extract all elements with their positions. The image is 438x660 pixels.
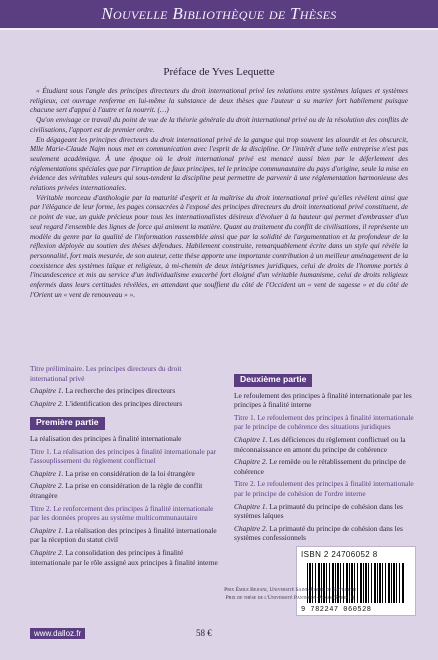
toc-chapter: [234, 524, 414, 543]
chapter-label: Chapitre 1.: [234, 501, 268, 511]
isbn-label: ISBN 2 24706052 8: [301, 550, 378, 559]
deuxieme-partie-intro: Le refoulement des principes à finalité internationale par les principes à finalité interne: [234, 390, 412, 410]
toc-right-column: [234, 374, 414, 546]
barcode-number: 9 782247 060528: [301, 606, 372, 614]
chapter-label: Chapitre 2.: [234, 523, 268, 533]
prize-line: Prix de thèse de l'Université Panthéon-Assas (Paris II): [225, 595, 355, 601]
preface-paragraph: Véritable morceau d'anthologie par la maturité d'esprit et la maîtrise du droit international privé qu'elles révèlent ainsi que par l'élégance de leur forme, les pages consacrées à l'exposé des principes directeurs du droit international privé constituent, de ce point de vue, un guide précieux pour tous les internationalistes désireux d'évoluer à la hauteur qui permet d'embrasser d'un seul regard l'ensemble des lignes de force qui animent la matière. Quant au traitement du conflit de civilisations, il représente un modèle du genre par la qualité de l'information rassemblée ainsi que par la solidité de l'argumentation et la profondeur de la réflexion déployée au soutien des thèses défendues. Habilement construite, remarquablement écrite dans un style qui révèle la personnalité, fort mais mesurée, de son auteur, cette thèse apporte une importante contribution à un meilleur aménagement de la coexistence des systèmes laïque et religieux, à mi-chemin de deux intégrismes juridiques, celui de droits de l'homme portés à l'incandescence et mis au service d'un individualisme exacerbé fort éloigné d'un véritable humanisme, celui de droits religieux enfermés dans leurs certitudes révélées, en attendant que souffient du côté de l'Occident un « vent de sagesse » et du côté de l'Orient un « vent de renouveau » ».: [30, 192, 408, 299]
chapter-text: Les déficiences du règlement conflictuel ou la méconnaissance en amont du principe de cohérence: [234, 434, 406, 454]
chapter-label: Chapitre 1.: [30, 386, 64, 396]
prize-line: Prix Émile Bejjani, Université Saint-Joseph de Beyrouth: [224, 587, 356, 593]
chapter-text: Le remède ou le rétablissement du principe de cohérence: [234, 457, 406, 476]
isbn-barcode-box: [296, 546, 416, 616]
chapter-label: Chapitre 2.: [30, 547, 64, 557]
publisher-website[interactable]: www.dalloz.fr: [30, 628, 85, 639]
deuxieme-partie-label: Deuxième partie: [234, 374, 312, 387]
chapter-text: La primauté du principe de cohésion dans les systèmes laïques: [234, 501, 403, 521]
preface-text: [30, 86, 408, 299]
toc-chapter: [30, 386, 220, 396]
toc-chapter: [234, 502, 414, 521]
titre-heading: Titre 1. La réalisation des principes à finalité internationale par l'assouplissement du règlement conflictuel: [30, 446, 217, 466]
titre-heading: Titre 1. Le refoulement des principes à finalité internationale par le principe de cohérence des situations juridiques: [234, 412, 414, 432]
preface-title: Préface de Yves Lequette: [163, 66, 275, 78]
toc-chapter: [234, 457, 414, 476]
toc-chapter: [30, 526, 220, 545]
premiere-partie-label: Première partie: [30, 417, 105, 430]
toc-chapter: [30, 469, 220, 479]
preface-paragraph: En dégageant les principes directeurs du droit international privé de la gangue qui trop souvent les alourdit et les obscurcit, Mlle Marie-Claude Najm nous met en communication avec l'esprit de la discipline. Or l'intérêt d'une telle entreprise n'est pas seulement académique. À une époque où le droit international privé est menacé aussi bien par le déferlement des réglementations spéciales que par l'irruption de faux principes, tel le principe communautaire du pays d'origine, seule la mise en évidence des véritables valeurs qui sous-tendent la discipline peut permettre de parvenir à une réglementation harmonieuse des relations privées internationales.: [30, 134, 408, 193]
chapter-label: Chapitre 1.: [234, 434, 268, 444]
preface-paragraph: Qu'on envisage ce travail du point de vue de la théorie générale du droit international privé ou de la résolution des conflits de civilisations, l'apport est de premier ordre.: [30, 115, 408, 134]
series-banner: [0, 0, 438, 30]
chapter-label: Chapitre 2.: [30, 481, 64, 491]
preface-paragraph: « Étudiant sous l'angle des principes directeurs du droit international privé les relations entre systèmes laïques et systèmes religieux, cet ouvrage renferme en lui-même la substance de deux thèses que l'auteur a su marier fort habilement puisque chacune sert d'appui à l'autre et la nourrit. (…): [30, 86, 408, 115]
titre-heading: Titre 2. Le renforcement des principes à finalité internationale par les données propres au système multicommunautaire: [30, 503, 214, 523]
chapter-label: Chapitre 1.: [30, 525, 64, 535]
price-label: 58 €: [196, 628, 212, 638]
chapter-text: La primauté du principe de cohésion dans les systèmes confessionnels: [234, 523, 403, 543]
toc-chapter: [30, 481, 220, 500]
chapter-text: La réalisation des principes à finalité internationale par la réception du statut civil: [30, 525, 217, 545]
chapter-label: Chapitre 2.: [30, 398, 64, 408]
chapter-text: La consolidation des principes à finalité internationale par le rôle assigné aux principes à finalité interne: [30, 547, 218, 567]
chapter-label: Chapitre 2.: [234, 457, 268, 467]
toc-chapter: [30, 548, 220, 567]
prizes-block: [170, 586, 410, 602]
toc-chapter: [234, 435, 414, 454]
premiere-partie-intro: La réalisation des principes à finalité internationale: [30, 433, 182, 443]
toc-chapter: [30, 399, 220, 409]
chapter-text: La prise en considération de la règle de conflit étrangère: [30, 481, 203, 500]
chapter-text: La prise en considération de la loi étrangère: [65, 468, 195, 478]
chapter-text: L'identification des principes directeurs: [65, 398, 183, 408]
toc-left-column: [30, 364, 220, 570]
series-title: Nouvelle Bibliothèque de Thèses: [101, 4, 337, 23]
chapter-text: La recherche des principes directeurs: [65, 386, 176, 396]
titre-heading: Titre 2. Le refoulement des principes à finalité internationale par le principe de cohésion de l'ordre interne: [234, 479, 414, 498]
chapter-label: Chapitre 1.: [30, 468, 64, 478]
titre-preliminaire-heading: Titre préliminaire. Les principes directeurs du droit international privé: [30, 364, 182, 383]
